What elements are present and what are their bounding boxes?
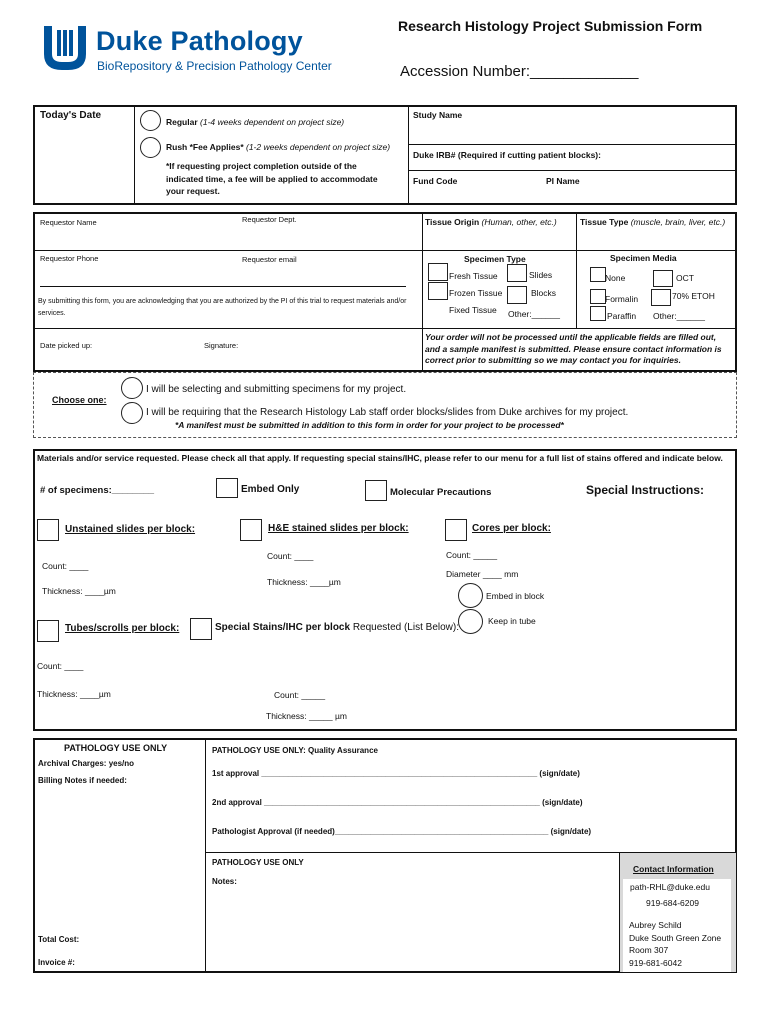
formalin-checkbox[interactable] xyxy=(590,289,606,304)
tubes-label: Tubes/scrolls per block: xyxy=(65,623,180,634)
tissue-origin-note: (Human, other, etc.) xyxy=(481,217,557,227)
none-checkbox[interactable] xyxy=(590,267,606,282)
other-type-label: Other:______ xyxy=(508,309,560,319)
brand-subtitle: BioRepository & Precision Pathology Center xyxy=(97,59,332,73)
oct-label: OCT xyxy=(676,273,694,283)
rush-text: Rush *Fee Applies* xyxy=(166,142,244,152)
tissue-origin-text: Tissue Origin xyxy=(425,217,480,227)
molecular-checkbox[interactable] xyxy=(365,480,387,501)
frozen-tissue-label: Frozen Tissue xyxy=(449,288,503,298)
second-approval: 2nd approval ______________________________________________________________ (sign/date) xyxy=(212,798,583,807)
he-stained-checkbox[interactable] xyxy=(240,519,262,541)
he-count: Count: ____ xyxy=(267,551,314,561)
keep-in-tube-radio[interactable] xyxy=(458,609,483,634)
embed-in-block-label: Embed in block xyxy=(486,591,545,601)
oct-checkbox[interactable] xyxy=(653,270,673,287)
invoice-label: Invoice #: xyxy=(38,958,75,967)
special-stains-label xyxy=(215,622,459,633)
specimen-type-label: Specimen Type xyxy=(464,254,526,264)
total-cost-label: Total Cost: xyxy=(38,935,80,944)
pathologist-approval: Pathologist Approval (if needed)________________________________________________ (sign/date) xyxy=(212,827,592,836)
tubes-count: Count: ____ xyxy=(37,661,84,671)
processing-warning: Your order will not be processed until the applicable fields are filled out, and a sample manifest is submitted. Please ensure contact information is correct prior to submitting so we may contact you for inquiries. xyxy=(425,332,722,365)
blocks-checkbox[interactable] xyxy=(507,286,527,304)
he-stained-label: H&E stained slides per block: xyxy=(268,523,409,534)
authorization-ack: By submitting this form, you are acknowledging that you are authorized by the PI of this trial to request materials and/or services. xyxy=(38,298,407,317)
contact-phone-1: 919-684-6209 xyxy=(646,898,699,908)
study-name-label: Study Name xyxy=(413,110,463,120)
requestor-phone-label: Requestor Phone xyxy=(40,254,99,263)
irb-label: Duke IRB# (Required if cutting patient blocks): xyxy=(413,150,601,160)
billing-notes-label: Billing Notes if needed: xyxy=(38,776,127,785)
fixed-tissue-label: Fixed Tissue xyxy=(449,305,497,315)
tissue-type-label xyxy=(580,217,725,227)
cores-checkbox[interactable] xyxy=(445,519,467,541)
special-stains-requested: Requested (List Below): xyxy=(352,622,459,633)
embed-only-checkbox[interactable] xyxy=(216,478,238,498)
special-stains-text: Special Stains/IHC per block xyxy=(215,622,351,633)
requestor-dept-label: Requestor Dept. xyxy=(242,215,297,224)
regular-radio[interactable] xyxy=(140,110,161,131)
he-thickness: Thickness: ____µm xyxy=(267,577,341,587)
special-thickness: Thickness: _____ µm xyxy=(266,711,347,721)
fee-note: *If requesting project completion outside of the indicated time, a fee will be applied to accommodate your request. xyxy=(166,161,378,196)
slides-label: Slides xyxy=(529,270,553,280)
unstained-count: Count: ____ xyxy=(42,561,89,571)
signature-label: Signature: xyxy=(204,341,239,350)
date-picked-label: Date picked up: xyxy=(40,341,93,350)
cores-count: Count: _____ xyxy=(446,550,498,560)
cores-diameter: Diameter ____ mm xyxy=(446,569,519,579)
requestor-email-label: Requestor email xyxy=(242,255,297,264)
rush-note: (1-2 weeks dependent on project size) xyxy=(246,142,391,152)
regular-label xyxy=(166,117,344,127)
paraffin-label: Paraffin xyxy=(607,311,637,321)
fund-code-label: Fund Code xyxy=(413,176,458,186)
rush-label xyxy=(166,142,390,152)
fresh-tissue-checkbox[interactable] xyxy=(428,263,448,281)
keep-in-tube-label: Keep in tube xyxy=(488,616,536,626)
contact-location: Duke South Green Zone xyxy=(629,933,722,943)
tissue-type-text: Tissue Type xyxy=(580,217,629,227)
embed-only-label: Embed Only xyxy=(241,484,300,495)
fresh-tissue-label: Fresh Tissue xyxy=(449,271,498,281)
etoh-checkbox[interactable] xyxy=(651,289,671,306)
special-stains-checkbox[interactable] xyxy=(190,618,212,640)
unstained-thickness: Thickness: ____µm xyxy=(42,586,116,596)
pi-name-label: PI Name xyxy=(546,176,580,186)
special-instructions-label: Special Instructions: xyxy=(586,483,705,497)
specimen-media-label: Specimen Media xyxy=(610,253,677,263)
regular-note: (1-4 weeks dependent on project size) xyxy=(200,117,345,127)
materials-intro: Materials and/or service requested. Please check all that apply. If requesting special stains/IHC, please refer to our menu for a full list of stains offered and indicate below. xyxy=(37,453,723,463)
unstained-checkbox[interactable] xyxy=(37,519,59,541)
choose-one-label: Choose one: xyxy=(52,395,107,405)
submit-specimens-radio[interactable] xyxy=(121,377,143,399)
archive-order-label: I will be requiring that the Research Histology Lab staff order blocks/slides from Duke archives for my project. xyxy=(146,407,629,418)
archival-charges-label: Archival Charges: yes/no xyxy=(38,759,135,768)
contact-title: Contact Information xyxy=(633,864,714,874)
tubes-checkbox[interactable] xyxy=(37,620,59,642)
contact-email[interactable]: path-RHL@duke.edu xyxy=(630,882,710,892)
pathology-use-only-2: PATHOLOGY USE ONLY xyxy=(212,858,304,867)
frozen-tissue-checkbox[interactable] xyxy=(428,282,448,300)
archive-order-radio[interactable] xyxy=(121,402,143,424)
pathology-use-only-label: PATHOLOGY USE ONLY xyxy=(64,743,168,753)
special-count: Count: _____ xyxy=(274,690,326,700)
formalin-label: Formalin xyxy=(605,294,639,304)
unstained-label: Unstained slides per block: xyxy=(65,524,196,535)
manifest-note: *A manifest must be submitted in addition to this form in order for your project to be processed* xyxy=(175,420,564,430)
form-title: Research Histology Project Submission Form xyxy=(398,18,703,34)
brand-name: Duke Pathology xyxy=(96,26,303,56)
contact-person: Aubrey Schild xyxy=(629,920,682,930)
requestor-name-label: Requestor Name xyxy=(40,218,97,227)
tissue-origin-label xyxy=(425,217,557,227)
duke-logo-icon xyxy=(42,24,88,72)
none-label: None xyxy=(605,273,626,283)
num-specimens-label: # of specimens:________ xyxy=(40,485,155,496)
qa-title: PATHOLOGY USE ONLY: Quality Assurance xyxy=(212,746,378,755)
first-approval: 1st approval ______________________________________________________________ (sign/date) xyxy=(212,769,580,778)
blocks-label: Blocks xyxy=(531,288,557,298)
cores-label: Cores per block: xyxy=(472,523,551,534)
slides-checkbox[interactable] xyxy=(507,264,527,282)
rush-radio[interactable] xyxy=(140,137,161,158)
todays-date-label: Today's Date xyxy=(40,110,102,121)
molecular-label: Molecular Precautions xyxy=(390,487,492,498)
paraffin-checkbox[interactable] xyxy=(590,306,606,321)
accession-number: Accession Number:_____________ xyxy=(400,63,639,80)
contact-phone-2: 919-681-6042 xyxy=(629,958,682,968)
tubes-thickness: Thickness: ____µm xyxy=(37,689,111,699)
contact-room: Room 307 xyxy=(629,945,669,955)
regular-text: Regular xyxy=(166,117,198,127)
submit-specimens-label: I will be selecting and submitting specimens for my project. xyxy=(146,384,407,395)
other-media-label: Other:______ xyxy=(653,311,705,321)
tissue-type-note: (muscle, brain, liver, etc.) xyxy=(630,217,726,227)
notes-label: Notes: xyxy=(212,877,237,886)
etoh-label: 70% ETOH xyxy=(672,291,715,301)
embed-in-block-radio[interactable] xyxy=(458,583,483,608)
